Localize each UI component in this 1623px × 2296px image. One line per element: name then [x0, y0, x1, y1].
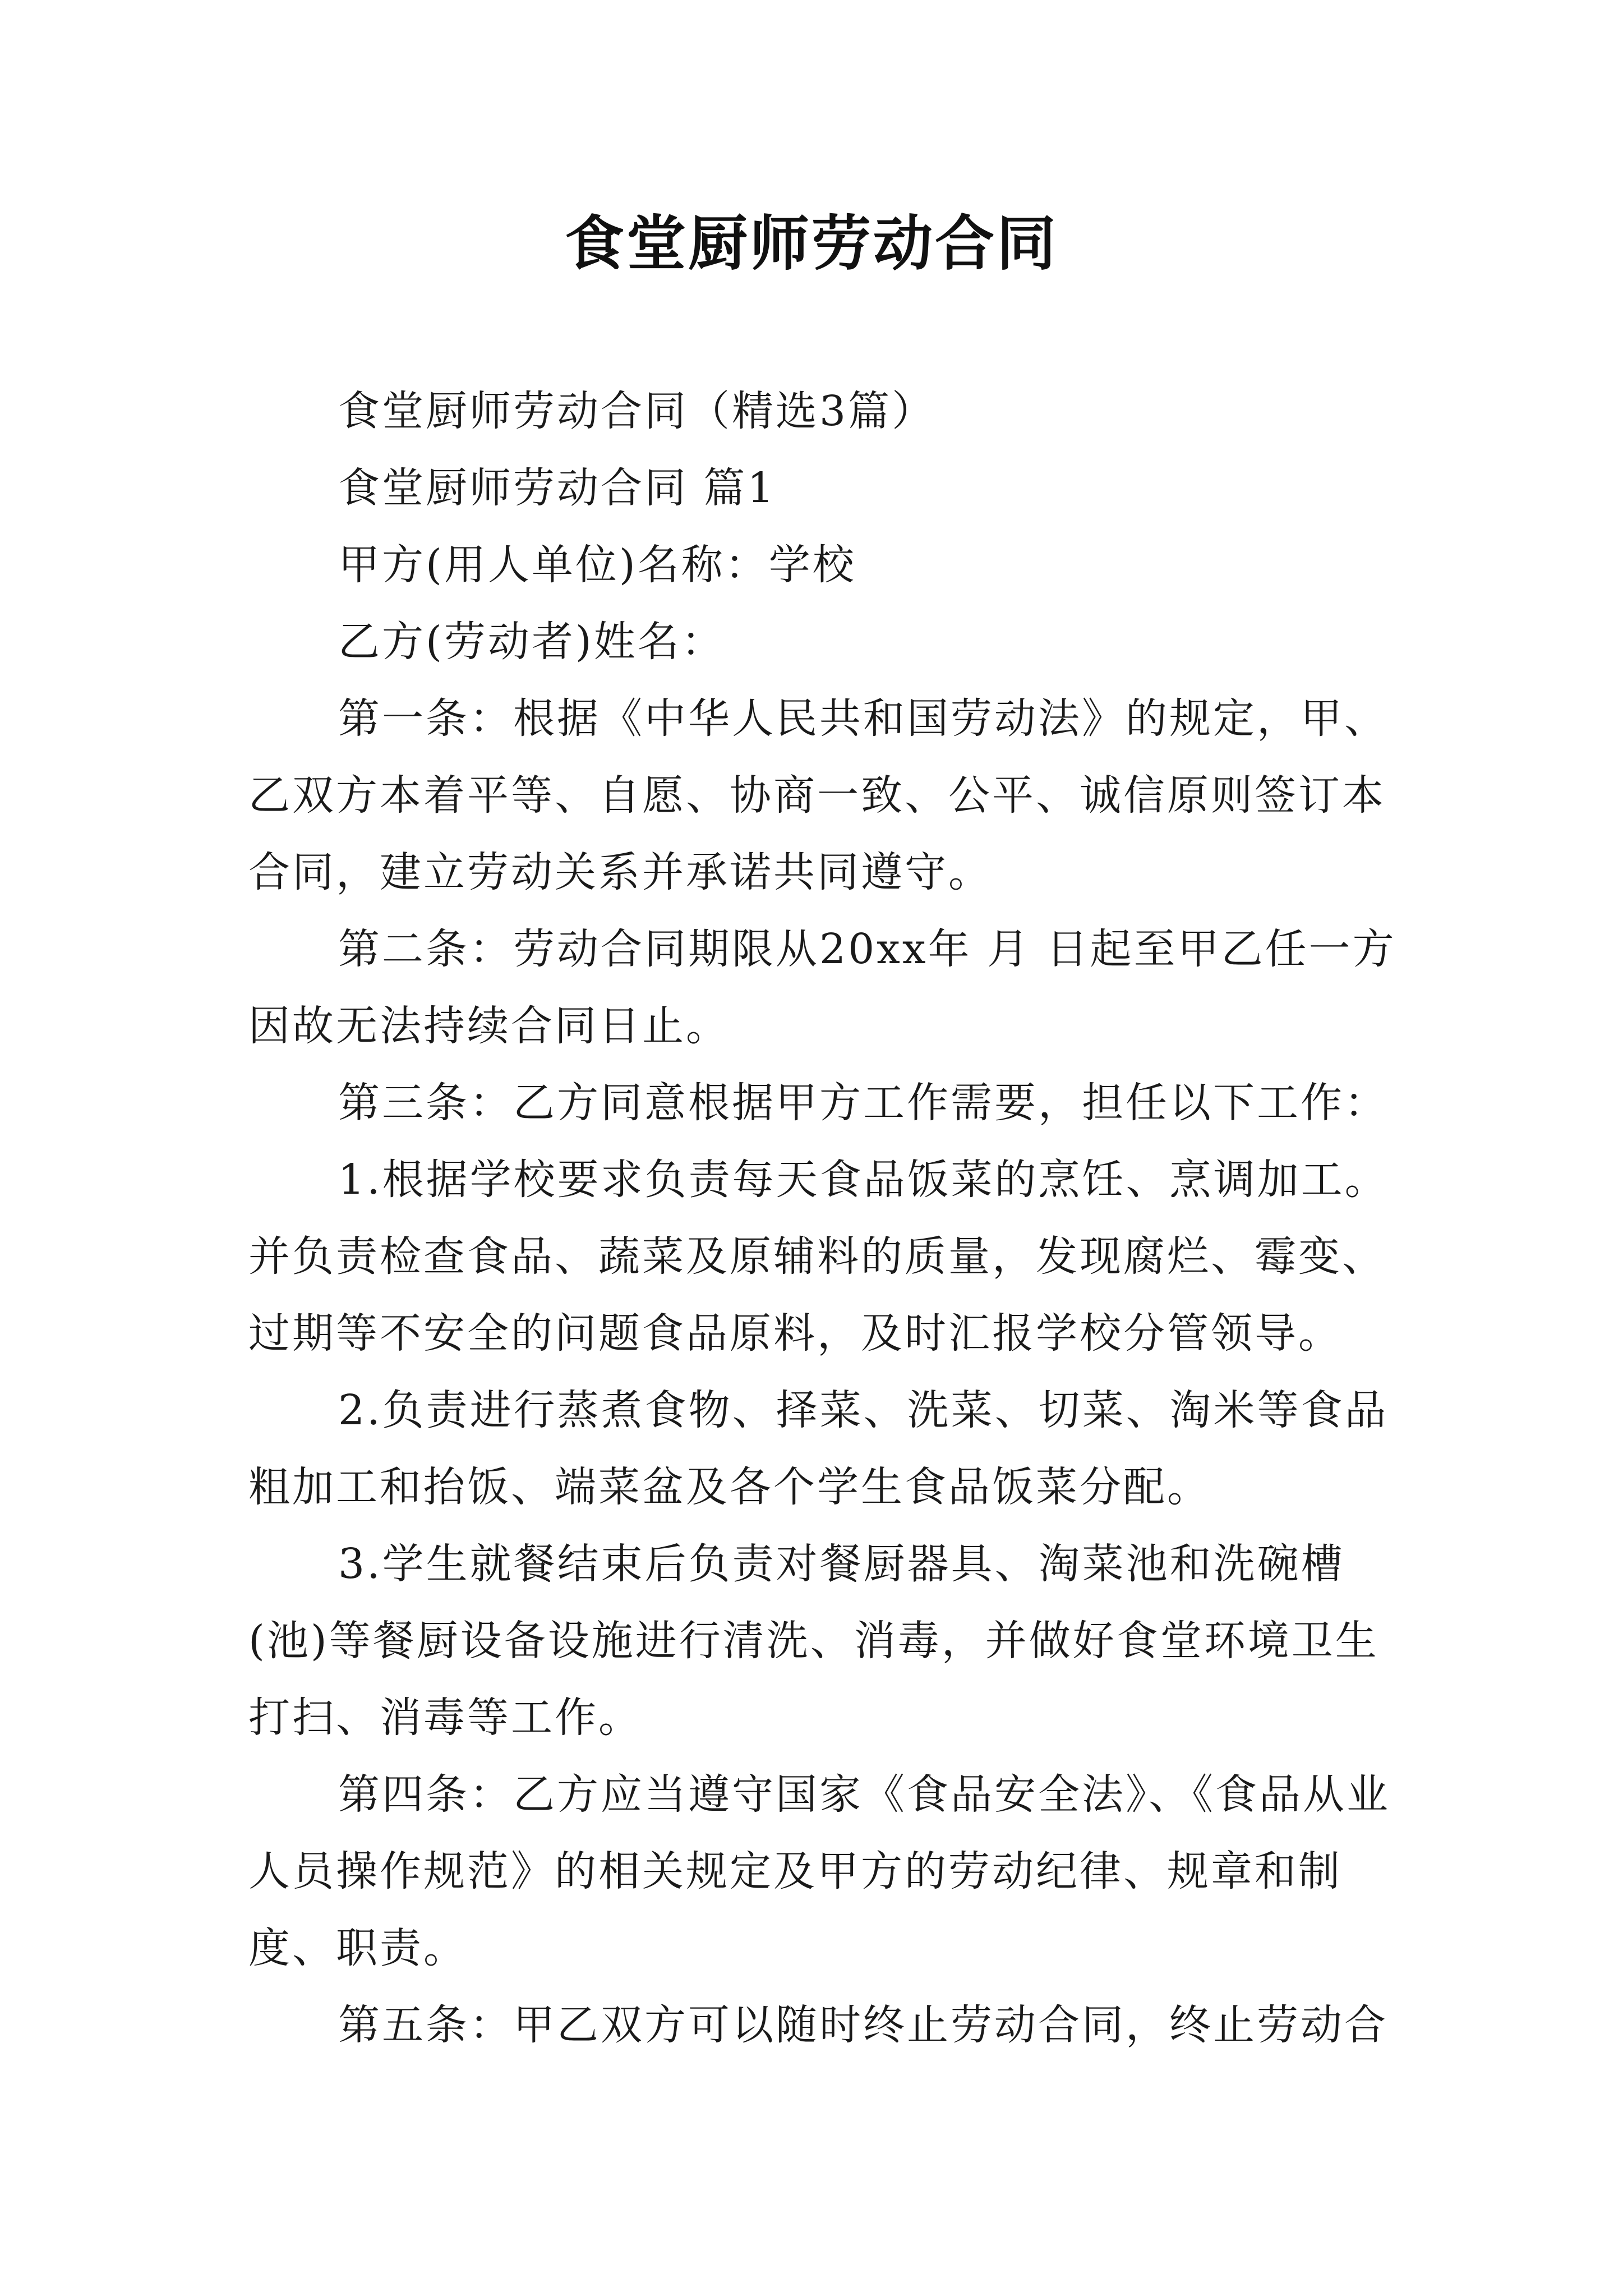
paragraph-article-1: 第一条：根据《中华人民共和国劳动法》的规定，甲、乙双方本着平等、自愿、协商一致、公平、诚信原则签订本合同，建立劳动关系并承诺共同遵守。 — [248, 694, 1388, 896]
paragraph-section-heading: 食堂厨师劳动合同 篇1 — [338, 464, 776, 512]
paragraph-article-2: 第二条：劳动合同期限从20xx年 月 日起至甲乙任一方因故无法持续合同日止。 — [248, 925, 1396, 1050]
paragraph-party-a: 甲方(用人单位)名称：学校 — [338, 541, 856, 589]
paragraph-duty-3: 3.学生就餐结束后负责对餐厨器具、淘菜池和洗碗槽(池)等餐厨设备设施进行清洗、消毒，并做好食堂环境卫生打扫、消毒等工作。 — [248, 1540, 1379, 1742]
paragraph-article-5: 第五条：甲乙双方可以随时终止劳动合同，终止劳动合 — [338, 2001, 1388, 2049]
paragraph-duty-2: 2.负责进行蒸煮食物、择菜、洗菜、切菜、淘米等食品粗加工和抬饭、端菜盆及各个学生食品饭菜分配。 — [248, 1386, 1389, 1511]
document-body — [248, 373, 1409, 2064]
paragraph-article-3: 第三条：乙方同意根据甲方工作需要，担任以下工作： — [338, 1079, 1388, 1127]
paragraph-subtitle: 食堂厨师劳动合同（精选3篇） — [338, 387, 936, 435]
paragraph-article-4: 第四条：乙方应当遵守国家《食品安全法》、《食品从业人员操作规范》的相关规定及甲方的劳动纪律、规章和制度、职责。 — [248, 1770, 1390, 1972]
document-title: 食堂厨师劳动合同 — [565, 209, 1058, 278]
paragraph-party-b: 乙方(劳动者)姓名： — [338, 618, 725, 666]
paragraph-duty-1: 1.根据学校要求负责每天食品饭菜的烹饪、烹调加工。并负责检查食品、蔬菜及原辅料的质量，发现腐烂、霉变、过期等不安全的问题食品原料，及时汇报学校分管领导。 — [248, 1156, 1389, 1358]
